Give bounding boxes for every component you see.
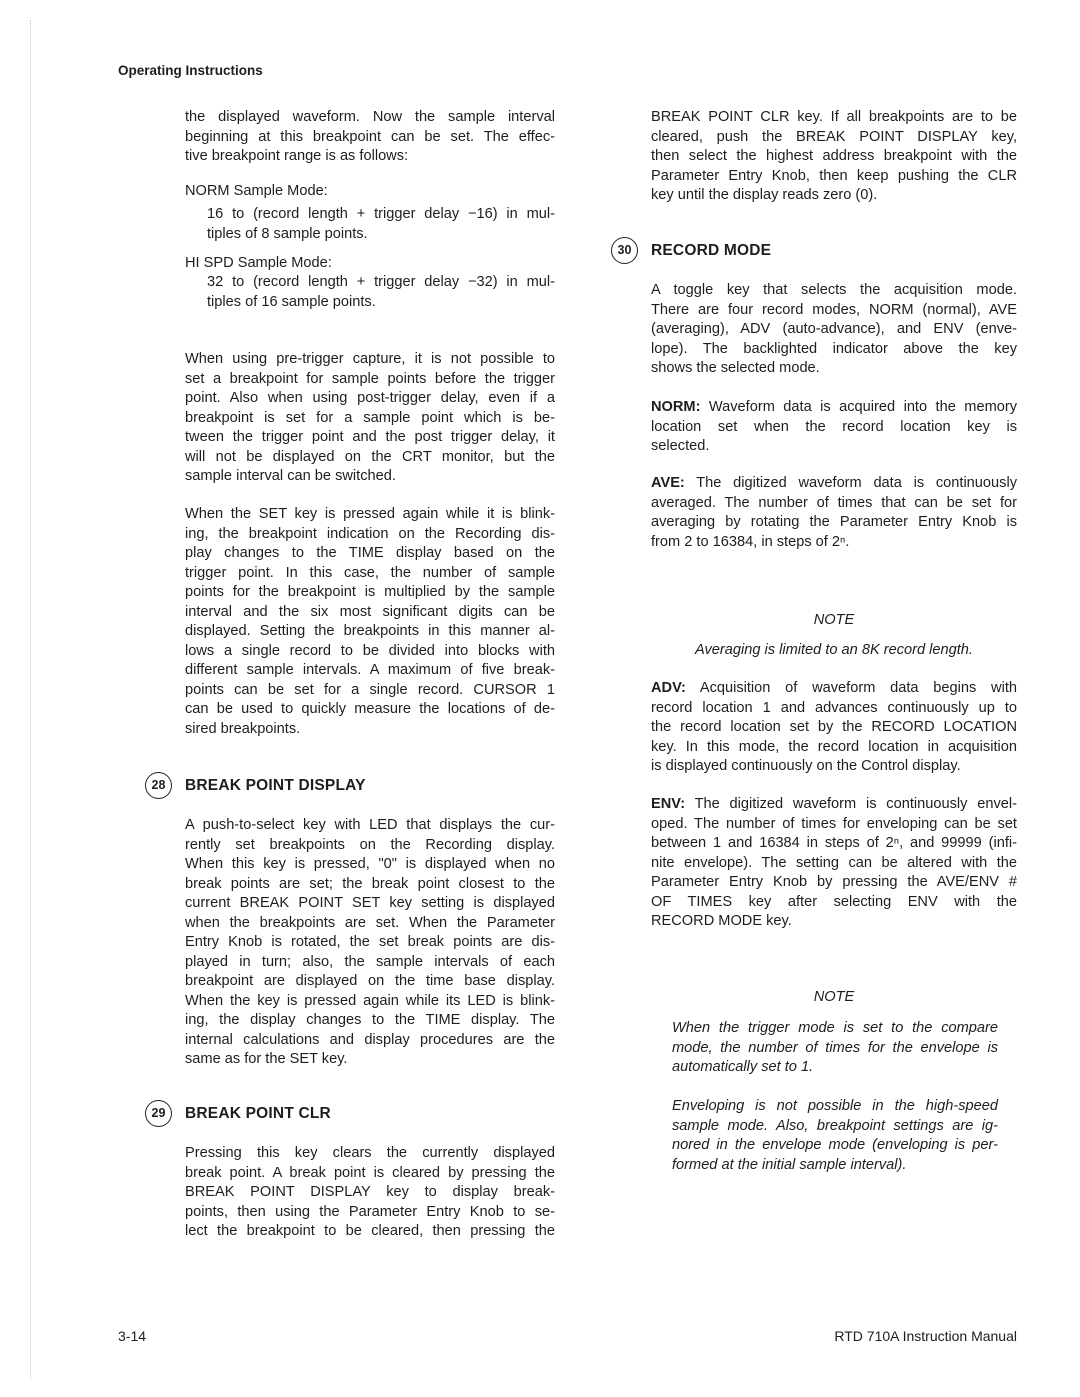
- text-line: A push-to-select key with LED that displays the cur-: [185, 817, 555, 833]
- text-line: NORM Sample Mode:: [185, 183, 328, 199]
- section-number-29: 29: [145, 1100, 172, 1127]
- text-line: [651, 398, 1017, 418]
- text-line: lect the breakpoint to be cleared, then pressing the: [185, 1223, 555, 1239]
- page-number: 3-14: [118, 1328, 147, 1344]
- text-line: record location 1 and advances continuously up to: [651, 699, 1017, 716]
- text-line: automatically set to 1.: [672, 1059, 814, 1075]
- text-line: lope). The backlighted indicator above the key: [651, 340, 1017, 357]
- text-line: RECORD MODE key.: [651, 913, 792, 929]
- text-line: BREAK POINT DISPLAY key to display break-: [185, 1184, 555, 1200]
- text-line: cleared, push the BREAK POINT DISPLAY key,: [651, 128, 1017, 145]
- section-body-break-point-clr: [185, 1144, 555, 1242]
- mode-env-description: [651, 795, 1017, 932]
- mode-label: NORM:: [651, 399, 701, 415]
- text-line: sired breakpoints.: [185, 720, 301, 737]
- note-heading: NOTE: [813, 612, 855, 628]
- text-line: tiples of 16 sample points.: [207, 293, 376, 310]
- text-line: When using pre-trigger capture, it is not possible to: [185, 351, 555, 367]
- text-line: same as for the SET key.: [185, 1051, 348, 1067]
- text-line: point. Also when using post-trigger delay, even if a: [185, 390, 555, 406]
- text-line: trigger point. In this case, the number of sample: [185, 564, 555, 581]
- text-line: sample mode. Also, breakpoint settings are ig-: [672, 1117, 998, 1134]
- text-line: tive breakpoint range is as follows:: [185, 148, 409, 164]
- note-envelope-compare: [672, 1019, 998, 1078]
- text-line: play changes to the TIME display based on the: [185, 545, 555, 561]
- text-line-rest: The digitized waveform data is continuously: [684, 475, 1017, 491]
- text-line: [651, 679, 1017, 699]
- manual-title: RTD 710A Instruction Manual: [834, 1328, 1017, 1344]
- text-line: formed at the initial sample interval).: [672, 1156, 907, 1173]
- note-label: [651, 611, 1017, 631]
- text-line: averaging by rotating the Parameter Entry Knob is: [651, 514, 1017, 530]
- text-line: from 2 to 16384, in steps of 2ⁿ.: [651, 533, 850, 550]
- text-line: nite envelope). The setting can be altered with the: [651, 854, 1017, 871]
- text-line: can be used to quickly measure the locations of de-: [185, 701, 555, 717]
- text-line: beginning at this breakpoint can be set. The effec-: [185, 128, 555, 145]
- text-line: the record location set by the RECORD LOCATION: [651, 719, 1017, 735]
- text-line: Parameter Entry Knob by pressing the AVE/ENV #: [651, 874, 1017, 890]
- text-line: different sample intervals. A maximum of five break-: [185, 662, 555, 678]
- text-line: internal calculations and display procedures are the: [185, 1031, 555, 1048]
- section-number-28: 28: [145, 772, 172, 799]
- text-line: When the trigger mode is set to the compare: [672, 1020, 998, 1036]
- text-line: breakpoint are displayed on the time base display.: [185, 973, 555, 989]
- text-line: break point. A break point is cleared by pressing the: [185, 1164, 555, 1181]
- text-line: sample interval can be switched.: [185, 468, 396, 484]
- text-line: nored in the envelope mode (enveloping is per-: [672, 1137, 998, 1153]
- paragraph-pre-trigger: [185, 350, 555, 487]
- text-line: points for the breakpoint is multiplied by the sample: [185, 584, 555, 600]
- text-line: ing, the breakpoint indication on the Recording dis-: [185, 525, 555, 542]
- text-line: BREAK POINT CLR key. If all breakpoints are to be: [651, 109, 1017, 125]
- text-line: points can be set for a single record. CURSOR 1: [185, 681, 555, 698]
- text-line: played in turn; also, the sample intervals of each: [185, 953, 555, 970]
- text-line: HI SPD Sample Mode:: [185, 255, 332, 271]
- text-line: (averaging), ADV (auto-advance), and ENV (enve-: [651, 321, 1017, 337]
- text-line-rest: Acquisition of waveform data begins with: [685, 680, 1017, 696]
- text-line: will not be displayed on the CRT monitor, but the: [185, 448, 555, 465]
- text-line: key. In this mode, the record location in acquisition: [651, 738, 1017, 755]
- text-line: OF TIMES key after selecting ENV with the: [651, 893, 1017, 910]
- paragraph-clr-continued: [651, 108, 1017, 206]
- section-heading-record-mode: RECORD MODE: [651, 242, 772, 259]
- text-line: 32 to (record length + trigger delay −32) in mul-: [207, 274, 555, 290]
- mode-adv-description: [651, 679, 1017, 777]
- text-line: A toggle key that selects the acquisition mode.: [651, 282, 1017, 298]
- text-line: the displayed waveform. Now the sample interval: [185, 109, 555, 125]
- section-heading-break-point-display: BREAK POINT DISPLAY: [185, 777, 366, 794]
- note-averaging: [651, 641, 1017, 661]
- text-line: [651, 474, 1017, 494]
- text-line: oped. The number of times for enveloping can be set: [651, 815, 1017, 832]
- text-line-rest: The digitized waveform is continuously envel-: [685, 796, 1017, 812]
- note-label: [651, 988, 1017, 1008]
- text-line: key until the display reads zero (0).: [651, 187, 878, 203]
- text-line: When this key is pressed, "0" is displayed when no: [185, 856, 555, 872]
- section-body-record-mode: [651, 281, 1017, 379]
- text-line: break points are set; the break point closest to the: [185, 875, 555, 892]
- section-number-30: 30: [611, 237, 638, 264]
- running-header: Operating Instructions: [118, 63, 263, 78]
- text-line: [651, 795, 1017, 815]
- mode-norm-description: [651, 398, 1017, 457]
- text-line: mode, the number of times for the envelope is: [672, 1039, 998, 1056]
- section-heading-break-point-clr: BREAK POINT CLR: [185, 1105, 331, 1122]
- mode-label: AVE:: [651, 475, 685, 491]
- paragraph-breakpoint-range: [185, 108, 555, 167]
- norm-sample-range: [207, 205, 555, 244]
- text-line: points, then using the Parameter Entry Knob to se-: [185, 1203, 555, 1220]
- text-line: set a breakpoint for sample points before the trigger: [185, 370, 555, 387]
- text-line: There are four record modes, NORM (normal), AVE: [651, 301, 1017, 318]
- text-line: shows the selected mode.: [651, 360, 820, 376]
- scan-margin-artifact: [30, 20, 71, 1380]
- text-line: breakpoint is set for a sample point which is be-: [185, 409, 555, 426]
- hispd-sample-range: [207, 273, 555, 312]
- text-line: Entry Knob is rotated, the set break points are dis-: [185, 934, 555, 950]
- text-line: averaged. The number of times that can be set for: [651, 494, 1017, 511]
- mode-label: ENV:: [651, 796, 686, 812]
- text-line: displayed. Setting the breakpoints in this manner al-: [185, 623, 555, 639]
- text-line: when the breakpoints are set. When the Parameter: [185, 914, 555, 931]
- mode-ave-description: [651, 474, 1017, 552]
- text-line: lows a single record to be divided into blocks with: [185, 642, 555, 659]
- section-body-break-point-display: [185, 816, 555, 1070]
- text-line: between 1 and 16384 in steps of 2ⁿ, and 99999 (infi-: [651, 835, 1017, 851]
- norm-sample-mode-label: [185, 182, 555, 202]
- text-line: tiples of 8 sample points.: [207, 225, 368, 242]
- text-line: Pressing this key clears the currently displayed: [185, 1145, 555, 1161]
- note-envelope-hispeed: [672, 1097, 998, 1175]
- text-line: then select the highest address breakpoint with the: [651, 148, 1017, 164]
- mode-label: ADV:: [651, 680, 686, 696]
- text-line: current BREAK POINT SET key setting is displayed: [185, 895, 555, 911]
- text-line: selected.: [651, 438, 710, 454]
- text-line: interval and the six most significant digits can be: [185, 603, 555, 620]
- text-line: Parameter Entry Knob, then keep pushing the CLR: [651, 167, 1017, 184]
- text-line: When the key is pressed again while its LED is blink-: [185, 992, 555, 1009]
- text-line: ing, the display changes to the TIME display. The: [185, 1012, 555, 1028]
- text-line: location set when the record location key is: [651, 418, 1017, 435]
- text-line: Enveloping is not possible in the high-speed: [672, 1098, 998, 1114]
- text-line: 16 to (record length + trigger delay −16) in mul-: [207, 206, 555, 222]
- text-line: When the SET key is pressed again while it is blink-: [185, 506, 555, 522]
- text-line: is displayed continuously on the Control display.: [651, 758, 961, 774]
- note-text: Averaging is limited to an 8K record length.: [695, 642, 973, 658]
- text-line: rently set breakpoints on the Recording display.: [185, 836, 555, 853]
- text-line-rest: Waveform data is acquired into the memory: [700, 399, 1017, 415]
- hispd-sample-mode-label: [185, 254, 555, 274]
- note-heading: NOTE: [813, 989, 855, 1005]
- text-line: tween the trigger point and the post trigger delay, it: [185, 429, 555, 445]
- paragraph-set-key: [185, 505, 555, 739]
